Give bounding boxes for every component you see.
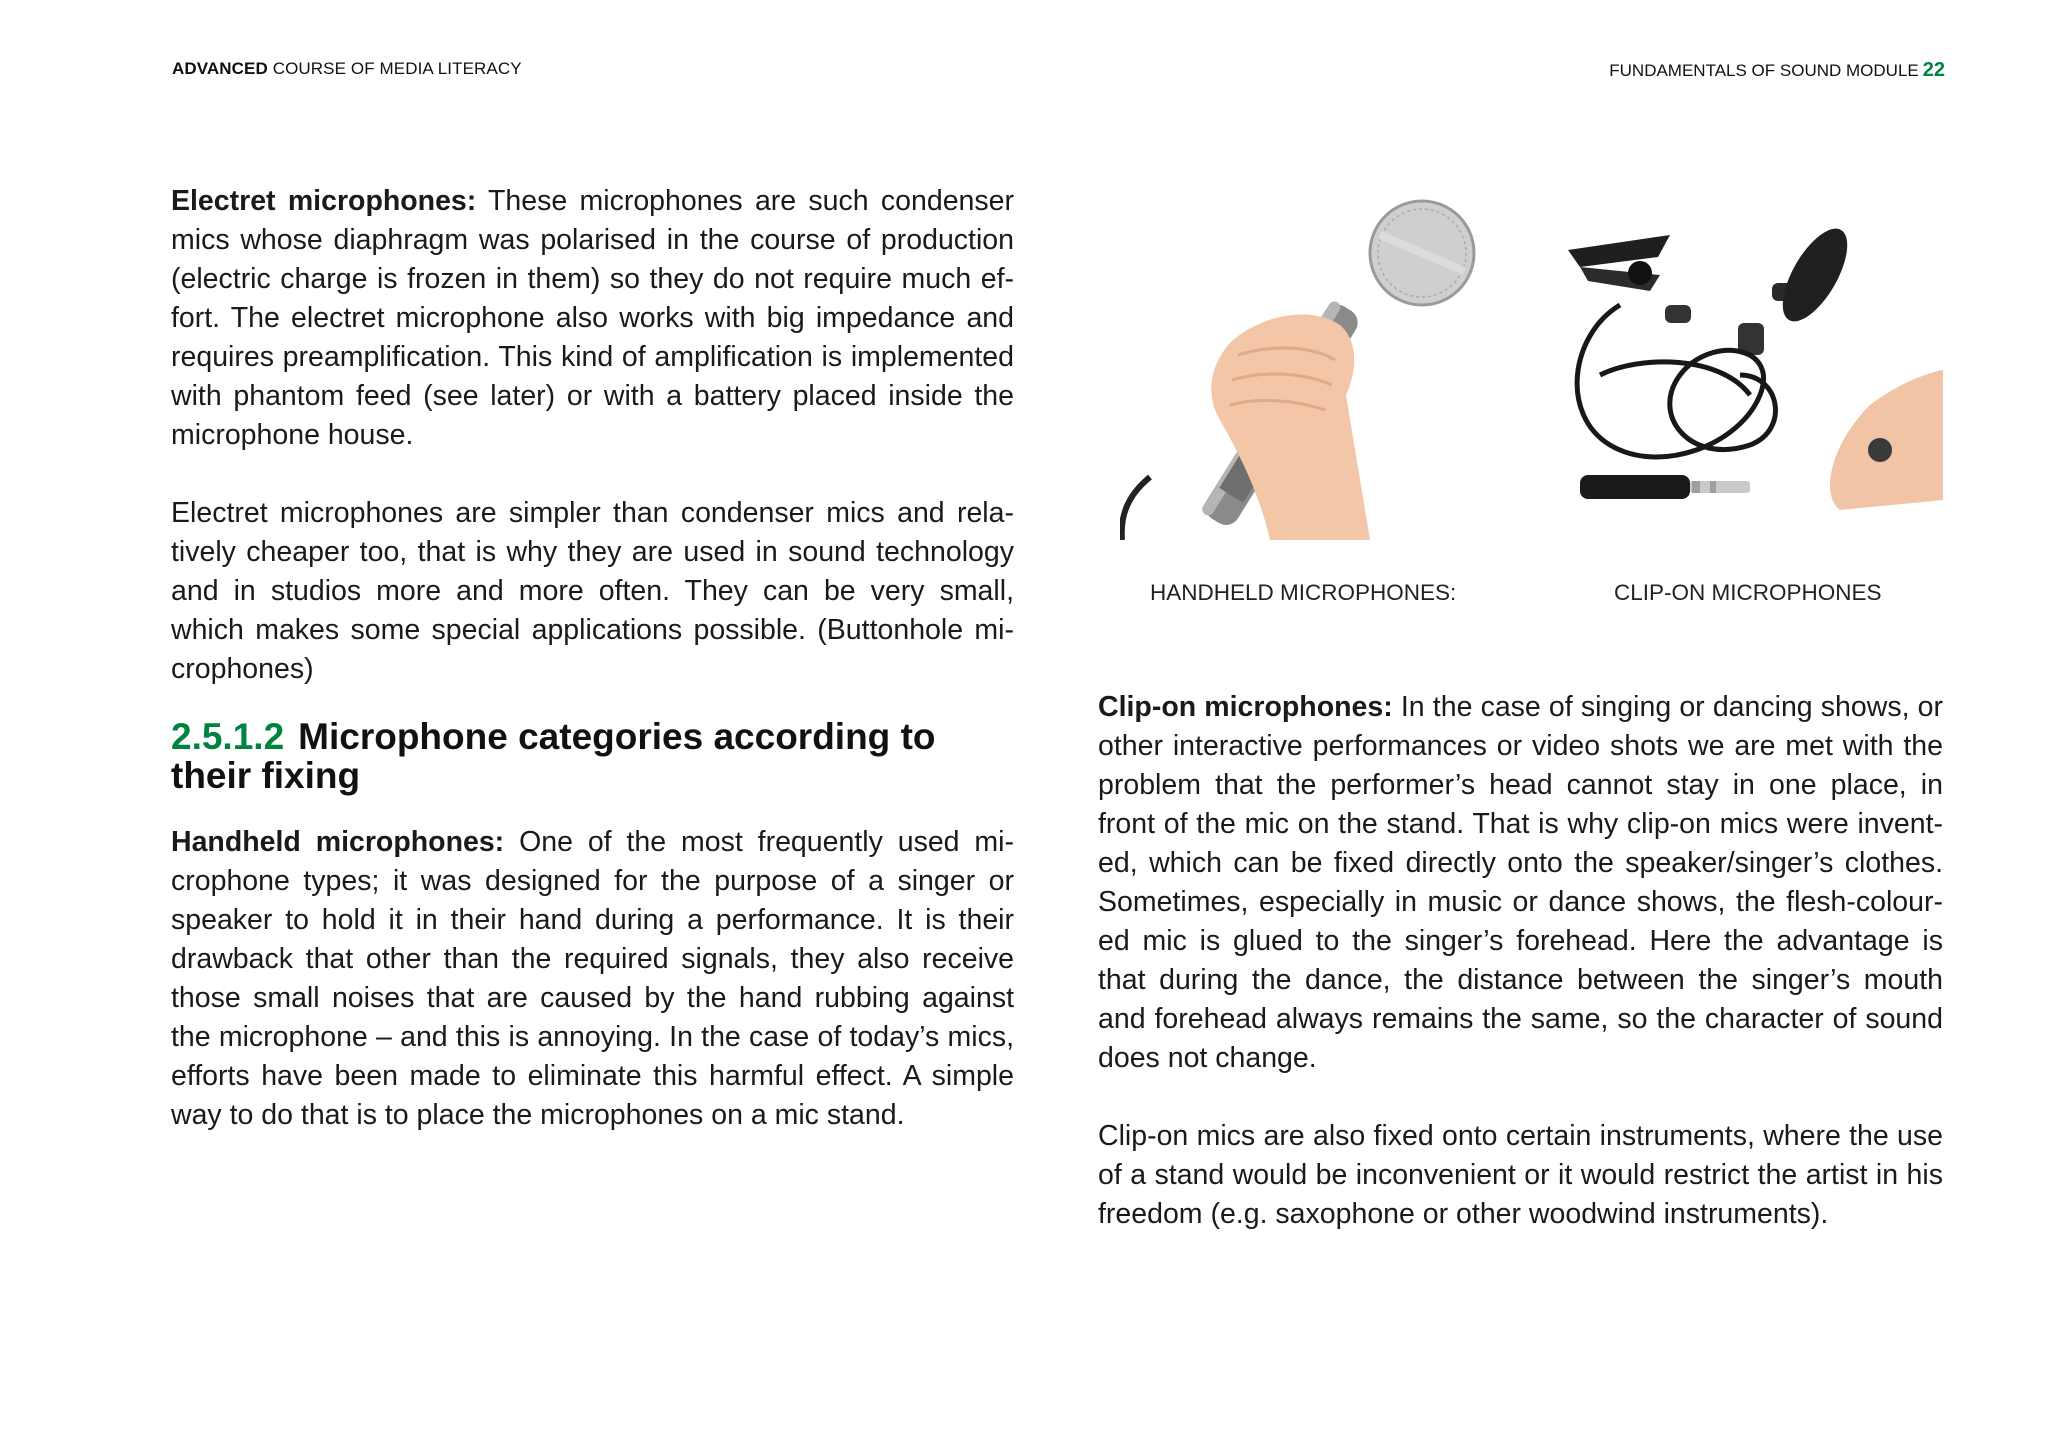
section-title: Microphone categories according to their fixing [171, 716, 936, 796]
handheld-text: One of the most frequently used microphone types; it was designed for the purpose of a singer or speaker to hold it in their hand during a performance. It is their drawback that other than the required signals, they also receive those small noises that are caused by the hand rubbing against the microphone – and this is annoying. In the case of today’s mics, efforts have been made to eliminate this harmful effect. A simple way to do that is to place the microphones on a mic stand. [171, 826, 1014, 1131]
caption-clip-on: CLIP-ON MICROPHONES [1614, 580, 1882, 605]
caption-handheld: HANDHELD MICROPHONES: [1150, 580, 1457, 605]
electret-lead: Electret microphones: [171, 185, 477, 217]
clip-on-lead: Clip-on microphones: [1098, 691, 1393, 723]
handheld-paragraph [171, 823, 1014, 1135]
microphones-figure [1120, 195, 1943, 545]
clip-on-paragraph-1 [1098, 688, 1943, 1078]
header-left-bold: ADVANCED [172, 59, 268, 78]
page-number: 22 [1922, 59, 1945, 81]
electret-text-1: These microphones are such condenser mics whose diaphragm was polarised in the course of production (electric charge is frozen in them) so they do not require much effort. The electret microphone also works with big impedance and requires preamplification. This kind of amplification is implemented with phantom feed (see later) or with a battery placed inside the microphone house. [171, 185, 1014, 451]
header-left-rest: COURSE OF MEDIA LITERACY [267, 59, 522, 78]
left-column [171, 182, 1014, 1135]
electret-paragraph-2: Electret microphones are simpler than condenser mics and relatively cheaper too, that is why they are used in sound technology and in studios more and more often. They can be very small, which makes some special applications possible. (Buttonhole microphones) [171, 497, 1014, 685]
handheld-lead: Handheld microphones: [171, 826, 505, 858]
section-number: 2.5.1.2 [171, 716, 285, 757]
section-heading [171, 717, 1014, 795]
right-column [1098, 688, 1943, 1234]
clip-on-paragraph-2: Clip-on mics are also fixed onto certain instruments, where the use of a stand would be inconvenient or it would restrict the artist in his freedom (e.g. saxophone or other woodwind instruments). [1098, 1120, 1943, 1230]
electret-paragraph-1 [171, 182, 1014, 455]
header-right-title: FUNDAMENTALS OF SOUND MODULE [1609, 61, 1919, 80]
running-header-right [1609, 59, 1945, 82]
running-header-left [172, 59, 522, 79]
clip-on-microphone-image [1540, 195, 1943, 530]
clip-on-text-1: In the case of singing or dancing shows, or other interactive performances or video shots we are met with the problem that the performer’s head cannot stay in one place, in front of the mic on the stand. That is why clip-on mics were invented, which can be fixed directly onto the speaker/singer’s clothes. Sometimes, especially in music or dance shows, the flesh-coloured mic is glued to the singer’s forehead. Here the advantage is that during the dance, the distance between the singer’s mouth and forehead always remains the same, so the character of sound does not change. [1098, 691, 1943, 1074]
handheld-microphone-image [1120, 195, 1480, 545]
